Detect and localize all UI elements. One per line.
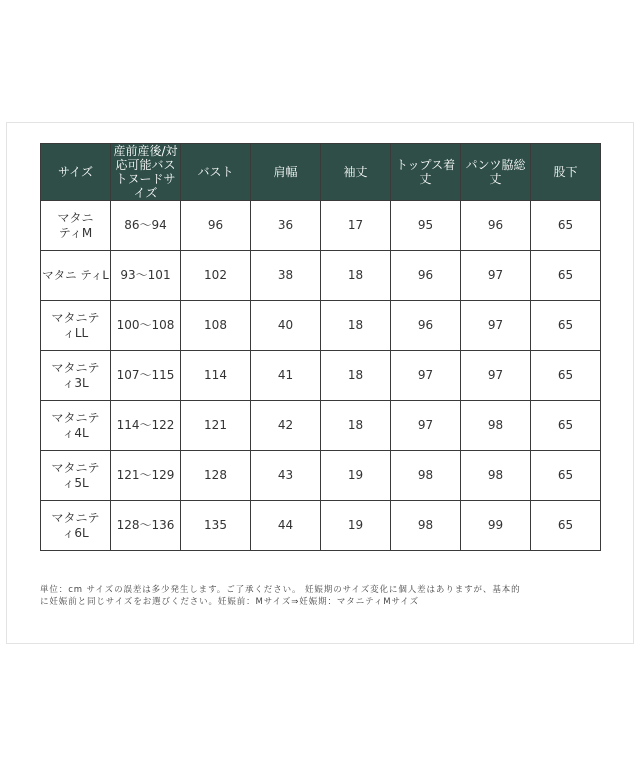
shoulder-value: 40 [251, 301, 321, 351]
table-row [41, 401, 601, 451]
bust-value: 102 [181, 251, 251, 301]
sleeve-value: 18 [321, 351, 391, 401]
pants-length-value: 96 [461, 201, 531, 251]
sleeve-value: 19 [321, 501, 391, 551]
bust-nude-range: 128〜136 [111, 501, 181, 551]
size-name: マタニティ6L [41, 501, 111, 551]
table-row [41, 251, 601, 301]
bust-nude-range: 121〜129 [111, 451, 181, 501]
table-row [41, 351, 601, 401]
header-shoulder: 肩幅 [251, 144, 321, 201]
tops-length-value: 96 [391, 251, 461, 301]
pants-length-value: 97 [461, 301, 531, 351]
tops-length-value: 98 [391, 501, 461, 551]
size-name: マタニティ3L [41, 351, 111, 401]
bust-nude-range: 114〜122 [111, 401, 181, 451]
table-row [41, 501, 601, 551]
bust-value: 108 [181, 301, 251, 351]
header-bust-nude: 産前産後/対応可能バストヌードサイズ [111, 144, 181, 201]
inseam-value: 65 [531, 301, 601, 351]
inseam-value: 65 [531, 351, 601, 401]
inseam-value: 65 [531, 251, 601, 301]
header-pants-length: パンツ脇総丈 [461, 144, 531, 201]
bust-value: 135 [181, 501, 251, 551]
sleeve-value: 19 [321, 451, 391, 501]
shoulder-value: 41 [251, 351, 321, 401]
header-sleeve: 袖丈 [321, 144, 391, 201]
tops-length-value: 95 [391, 201, 461, 251]
header-tops-length: トップス着丈 [391, 144, 461, 201]
table-header-row [41, 144, 601, 201]
size-name: マタニティ5L [41, 451, 111, 501]
pants-length-value: 97 [461, 351, 531, 401]
pants-length-value: 98 [461, 401, 531, 451]
size-name: マタニティ4L [41, 401, 111, 451]
bust-value: 121 [181, 401, 251, 451]
bust-nude-range: 86〜94 [111, 201, 181, 251]
note-line-1: 単位：cm サイズの誤差は多少発生します。ご了承ください。 妊娠期のサイズ変化に個人差はありますが、基本的 [40, 585, 521, 595]
inseam-value: 65 [531, 201, 601, 251]
tops-length-value: 98 [391, 451, 461, 501]
table-row [41, 201, 601, 251]
size-name: マタニティM [41, 201, 111, 251]
bust-nude-range: 93〜101 [111, 251, 181, 301]
sleeve-value: 18 [321, 251, 391, 301]
shoulder-value: 36 [251, 201, 321, 251]
header-size: サイズ [41, 144, 111, 201]
bust-value: 114 [181, 351, 251, 401]
sleeve-value: 18 [321, 301, 391, 351]
size-table [40, 143, 601, 551]
inseam-value: 65 [531, 501, 601, 551]
tops-length-value: 96 [391, 301, 461, 351]
shoulder-value: 44 [251, 501, 321, 551]
pants-length-value: 97 [461, 251, 531, 301]
inseam-value: 65 [531, 401, 601, 451]
table-row [41, 301, 601, 351]
bust-nude-range: 107〜115 [111, 351, 181, 401]
header-inseam: 股下 [531, 144, 601, 201]
inseam-value: 65 [531, 451, 601, 501]
size-note [40, 584, 602, 608]
bust-value: 128 [181, 451, 251, 501]
size-name: マタニティLL [41, 301, 111, 351]
bust-value: 96 [181, 201, 251, 251]
table-row [41, 451, 601, 501]
size-name: マタニ ティL [41, 251, 111, 301]
tops-length-value: 97 [391, 351, 461, 401]
shoulder-value: 43 [251, 451, 321, 501]
pants-length-value: 99 [461, 501, 531, 551]
tops-length-value: 97 [391, 401, 461, 451]
sleeve-value: 18 [321, 401, 391, 451]
sleeve-value: 17 [321, 201, 391, 251]
shoulder-value: 42 [251, 401, 321, 451]
shoulder-value: 38 [251, 251, 321, 301]
note-line-2: に妊娠前と同じサイズをお選びください。妊娠前：Mサイズ⇒妊娠期：マタニティMサイズ [40, 597, 419, 607]
bust-nude-range: 100〜108 [111, 301, 181, 351]
pants-length-value: 98 [461, 451, 531, 501]
header-bust: バスト [181, 144, 251, 201]
